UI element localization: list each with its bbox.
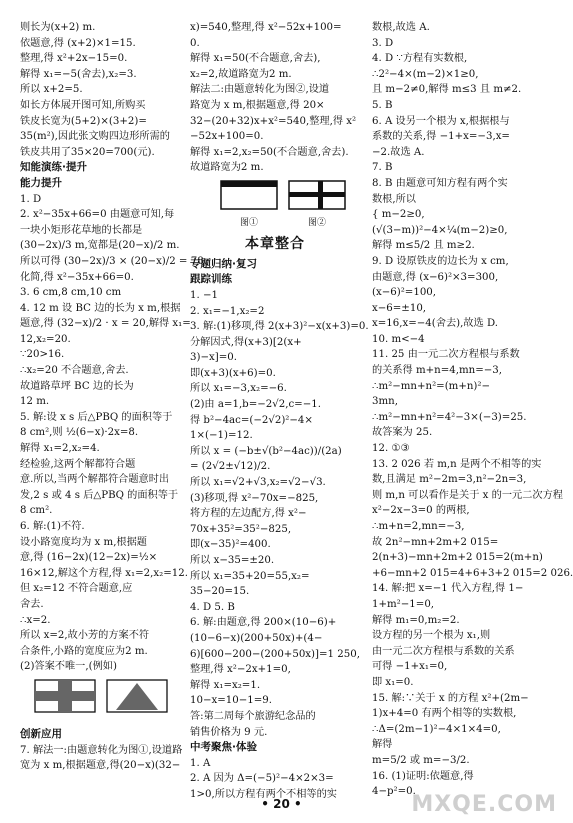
text-line: 一块小矩形花草地的长都是 xyxy=(20,224,143,236)
text-line: 所以 x=2,故小芳的方案不符 xyxy=(20,630,150,642)
triangle-figure xyxy=(106,679,168,713)
text-line: 10. m<−4 xyxy=(372,333,425,345)
figure-1-image xyxy=(220,180,278,210)
text-line: 14. 解:把 x=−1 代入方程,得 1− xyxy=(372,583,524,595)
text-line: 12 m. xyxy=(20,396,50,408)
text-line: 则 m,n 可以看作是关于 x 的一元二次方程 xyxy=(372,489,563,501)
text-line: 1. −1 xyxy=(190,289,218,301)
col1-block-b xyxy=(20,192,207,675)
text-line: 解得 x₁=2,x₂=50(不合题意,舍去). xyxy=(190,146,349,158)
text-line: 销售价格为 9 元. xyxy=(190,726,268,738)
text-line: 设方程的另一个根为 x₁,则 xyxy=(372,630,491,642)
text-line: x=16,x=−4(舍去),故选 D. xyxy=(372,318,498,330)
text-line: 解得 m≤5/2 且 m≥2. xyxy=(372,240,475,252)
text-line: 路宽为 x m,根据题意,得 20× xyxy=(190,99,325,111)
text-line: 2. x²−35x+66=0 由题意可知,每 xyxy=(20,209,175,221)
text-line: 解得 m₁=0,m₂=2. xyxy=(372,614,460,626)
text-line: 3. D xyxy=(372,37,394,49)
section-heading: 专题归纳·复习 xyxy=(190,257,257,270)
col3-block xyxy=(372,20,573,800)
col2-block-b xyxy=(190,288,369,740)
text-line: 且 m−2≠0,解得 m≤3 且 m≠2. xyxy=(372,84,522,96)
text-line: 依题意,得 (x+2)×1=15. xyxy=(20,37,136,49)
text-line: 所以可得 (30−2x)/3 × (20−x)/2 = 78. xyxy=(20,255,207,267)
text-line: 4−p²=0. xyxy=(372,786,416,798)
text-line: 8 cm²,则 ½(6−x)·2x=8. xyxy=(20,427,139,439)
text-line: 铁皮长宽为(5+2)×(3+2)= xyxy=(20,115,147,127)
text-line: 如长方体展开图可知,所购买 xyxy=(20,99,146,111)
text-line: (30−2x)/3 m,宽都是(20−x)/2 m. xyxy=(20,240,180,252)
text-line: ∴x₂=20 不合题意,舍去. xyxy=(20,365,129,377)
text-line: 6. 解:由题意,得 200×(10−6)+ xyxy=(190,617,337,629)
answer-figures xyxy=(34,679,182,713)
text-line: 数,且满足 m²−2m=3,n²−2n=3, xyxy=(372,474,527,486)
text-line: 16. (1)证明:依题意,得 xyxy=(372,770,474,782)
col2-block-c xyxy=(190,756,360,803)
text-line: { m−2≥0, xyxy=(372,209,425,221)
figure-1 xyxy=(220,180,278,231)
text-line: x²−2x−3=0 的两根, xyxy=(372,505,470,517)
text-line: 4. 12 m 设 BC 边的长为 x m,根据 xyxy=(20,302,181,314)
text-line: ∴m²−mn+n²=4²−3×(−3)=25. xyxy=(372,411,527,423)
text-line: 由题意,得 (x−6)²×3=300, xyxy=(372,271,499,283)
text-line: 意,得 (16−2x)(12−2x)=½× xyxy=(20,552,158,564)
text-line: 6. 解:(1)不符. xyxy=(20,521,85,532)
text-line: 解得 x₁=x₂=1. xyxy=(190,679,261,691)
text-line: 题意,得 (32−x)/2 · x = 20,解得 x₁= xyxy=(20,318,191,330)
text-line: 由一元二次方程根与系数的关系 xyxy=(372,645,515,657)
text-line: 化简,得 x²−35x+66=0. xyxy=(20,271,134,283)
text-line: 3mn, xyxy=(372,396,398,408)
text-line: 12,x₂=20. xyxy=(20,333,71,345)
text-line: 6)[600−200−(200+50x)]=1 250, xyxy=(190,648,360,660)
text-line: 可得 −1+x₁=0, xyxy=(372,661,448,673)
text-line: 整理,得 x²+2x−15=0. xyxy=(20,53,128,65)
text-line: 32−(20+32)x+x²=540,整理,得 x² xyxy=(190,115,357,127)
text-line: 15. 解:∵关于 x 的方程 x²+(2m− xyxy=(372,692,529,704)
text-line: 则长为(x+2) m. xyxy=(20,22,96,33)
text-line: 故答案为 25. xyxy=(372,427,433,439)
text-line: 1×(−1)=12. xyxy=(190,430,253,442)
text-line: 铁皮共用了35×20=700(元). xyxy=(20,146,155,158)
section-heading-innovation: 创新应用 xyxy=(20,727,62,740)
text-line: ∴x=2. xyxy=(20,614,51,626)
text-line: 2(n+3)−mn+2m+2 015=2(m+n) xyxy=(372,552,543,564)
text-line: +6−mn+2 015=4+6+3+2 015=2 026. xyxy=(372,567,573,579)
text-line: 6. A 设另一个根为 x,根据根与 xyxy=(372,115,510,127)
text-line: 解得 x₁=50(不合题意,舍去), xyxy=(190,53,321,65)
text-line: 解得 x₁=2,x₂=4. xyxy=(20,443,100,455)
text-line: 1+m²−1=0, xyxy=(372,598,435,610)
text-line: 8 cm². xyxy=(20,505,53,517)
text-line: (x−6)²=100, xyxy=(372,287,437,299)
text-line: 1. D xyxy=(20,193,42,205)
column-2 xyxy=(190,20,369,803)
figure-1-caption: 图① xyxy=(239,217,258,228)
text-line: 1>0,所以方程有两个不相等的实 xyxy=(190,788,337,800)
text-line: 35−20=15. xyxy=(190,586,250,598)
text-line: (3)移项,得 x²−70x=−825, xyxy=(190,492,319,504)
text-line: 经检验,这两个解都符合题 xyxy=(20,458,136,470)
text-line: 数根,故选 A. xyxy=(372,22,430,33)
text-line: 所以 x₁=35+20=55,x₂= xyxy=(190,570,310,582)
cross-shape-figure xyxy=(34,679,96,713)
text-line: 整理,得 x²−2x+1=0, xyxy=(190,664,291,676)
text-line: (2)由 a=1,b=−2√2,c=−1. xyxy=(190,399,321,411)
text-line: −52x+100=0. xyxy=(190,131,264,143)
figure-2 xyxy=(288,180,346,231)
col2-block-a xyxy=(190,20,360,176)
text-line: 宽为 x m,根据题意,得(20−x)(32− xyxy=(20,760,181,772)
text-line: = (2√2±√12)/2. xyxy=(190,461,271,473)
text-line: 7. 解法一:由题意转化为图①,设道路 xyxy=(20,744,183,756)
col1-block-a xyxy=(20,20,182,160)
text-line: 所以 x₁=−3,x₂=−6. xyxy=(190,383,287,395)
text-line: 0. xyxy=(190,37,200,49)
text-line: 意.所以,当两个解都符合题意时出 xyxy=(20,474,170,486)
text-line: 所以 x+2=5. xyxy=(20,84,83,96)
section-subheading: 能力提升 xyxy=(20,176,62,189)
text-line: 合条件,小路的宽度应为2 m. xyxy=(20,645,148,657)
text-line: 的关系得 m+n=4,mn=−3, xyxy=(372,365,503,377)
text-line: ∴m²−mn+n²=(m+n)²− xyxy=(372,380,491,392)
text-line: 1)x+4=0 有两个相等的实数根, xyxy=(372,708,517,720)
text-line: 1. A xyxy=(190,757,211,769)
text-line: 发,2 s 或 4 s 后△PBQ 的面积等于 xyxy=(20,489,179,501)
text-line: 系数的关系,得 −1+x=−3,x= xyxy=(372,131,510,143)
figure-2-caption: 图② xyxy=(307,217,326,228)
text-line: 16×12,解这个方程,得 x₁=2,x₂=12. xyxy=(20,567,188,579)
text-line: m=5/2 或 m=−3/2. xyxy=(372,754,470,766)
column-3 xyxy=(372,20,573,800)
text-line: ∴Δ=(2m−1)²−4×1×4=0, xyxy=(372,723,501,735)
text-line: ∴m+n=2,mn=−3, xyxy=(372,521,465,532)
text-line: 4. D ∵方程有实数根, xyxy=(372,53,468,65)
text-line: 所以 x₁=√2+√3,x₂=√2−√3. xyxy=(190,477,326,489)
text-line: 答:第二周每个旅游纪念品的 xyxy=(190,710,316,722)
text-line: 8. B 由题意可知方程有两个实 xyxy=(372,177,508,189)
page-number: • 20 • xyxy=(261,797,302,811)
text-line: 11. 25 由一元二次方程根与系数 xyxy=(372,349,520,361)
text-line: x₂=2,故道路宽为2 m. xyxy=(190,68,292,80)
section-heading: 知能演练·提升 xyxy=(20,161,87,174)
road-figures xyxy=(220,180,360,231)
text-line: 5. B xyxy=(372,99,393,111)
chapter-title: 本章整合 xyxy=(245,236,305,253)
text-line: 数根,所以 xyxy=(372,193,416,205)
text-line: 故 2n²−mn+2m+2 015= xyxy=(372,536,499,548)
text-line: 解法二:由题意转化为图②,设道 xyxy=(190,84,330,96)
text-line: 解得 xyxy=(372,739,393,751)
text-line: x−6=±10, xyxy=(372,302,427,314)
text-line: 设小路宽度均为 x m,根据题 xyxy=(20,536,147,548)
text-line: 即(x−35)²=400. xyxy=(190,539,271,551)
text-line: 2. x₁=−1,x₂=2 xyxy=(190,305,265,317)
text-line: 分解因式,得(x+3)[2(x+ xyxy=(190,336,302,348)
text-line: ∵20>16. xyxy=(20,349,65,361)
text-line: 故道路草坪 BC 边的长为 xyxy=(20,380,134,392)
text-line: x)=540,整理,得 x²−52x+100= xyxy=(190,22,342,33)
text-line: 得 b²−4ac=(−2√2)²−4× xyxy=(190,414,313,426)
text-line: 10−x=10−1=9. xyxy=(190,695,273,707)
text-line: 70x+35²=35²−825, xyxy=(190,523,292,535)
text-line: 4. D 5. B xyxy=(190,601,235,613)
text-line: (2)答案不唯一,(例如) xyxy=(20,661,117,673)
text-line: 3)−x]=0. xyxy=(190,352,237,364)
text-line: 即(x+3)(x+6)=0. xyxy=(190,367,276,379)
text-line: 解得 x₁=−5(舍去),x₂=3. xyxy=(20,68,137,80)
text-line: 12. ①③ xyxy=(372,443,410,455)
text-line: 2. A 因为 Δ=(−5)²−4×2×3= xyxy=(190,773,334,785)
text-line: (10−6−x)(200+50x)+(4− xyxy=(190,632,323,644)
section-heading-exam: 中考聚焦·体验 xyxy=(190,741,257,754)
text-line: 将方程的左边配方,得 x²− xyxy=(190,508,307,520)
text-line: (√(3−m))²−4×¼(m−2)≥0, xyxy=(372,224,508,236)
text-line: 3. 解:(1)移项,得 2(x+3)²−x(x+3)=0. xyxy=(190,321,369,333)
text-line: 3. 6 cm,8 cm,10 cm xyxy=(20,287,122,299)
text-line: ∴2²−4×(m−2)×1≥0, xyxy=(372,68,479,80)
text-line: 但 x₂=12 不符合题意,应 xyxy=(20,583,133,595)
text-line: 故道路宽为2 m. xyxy=(190,162,264,174)
text-line: 35(m²),因此张文购四边形所需的 xyxy=(20,131,170,143)
text-line: 13. 2 026 若 m,n 是两个不相等的实 xyxy=(372,458,542,470)
text-line: 舍去. xyxy=(20,598,44,610)
text-line: 7. B xyxy=(372,162,393,174)
text-line: 即 x₁=0. xyxy=(372,676,414,688)
figure-2-image xyxy=(288,180,346,210)
text-line: 所以 x = (−b±√(b²−4ac))/(2a) xyxy=(190,445,342,457)
text-line: −2.故选 A. xyxy=(372,146,425,158)
text-line: 5. 解:设 x s 后△PBQ 的面积等于 xyxy=(20,411,173,423)
watermark-logo: MXQE.COM xyxy=(411,792,557,817)
text-line: 所以 x−35=±20. xyxy=(190,555,275,566)
text-line: 9. D 设原铁皮的边长为 x cm, xyxy=(372,255,509,267)
section-subheading: 跟踪训练 xyxy=(190,273,232,286)
col1-block-c xyxy=(20,743,182,774)
